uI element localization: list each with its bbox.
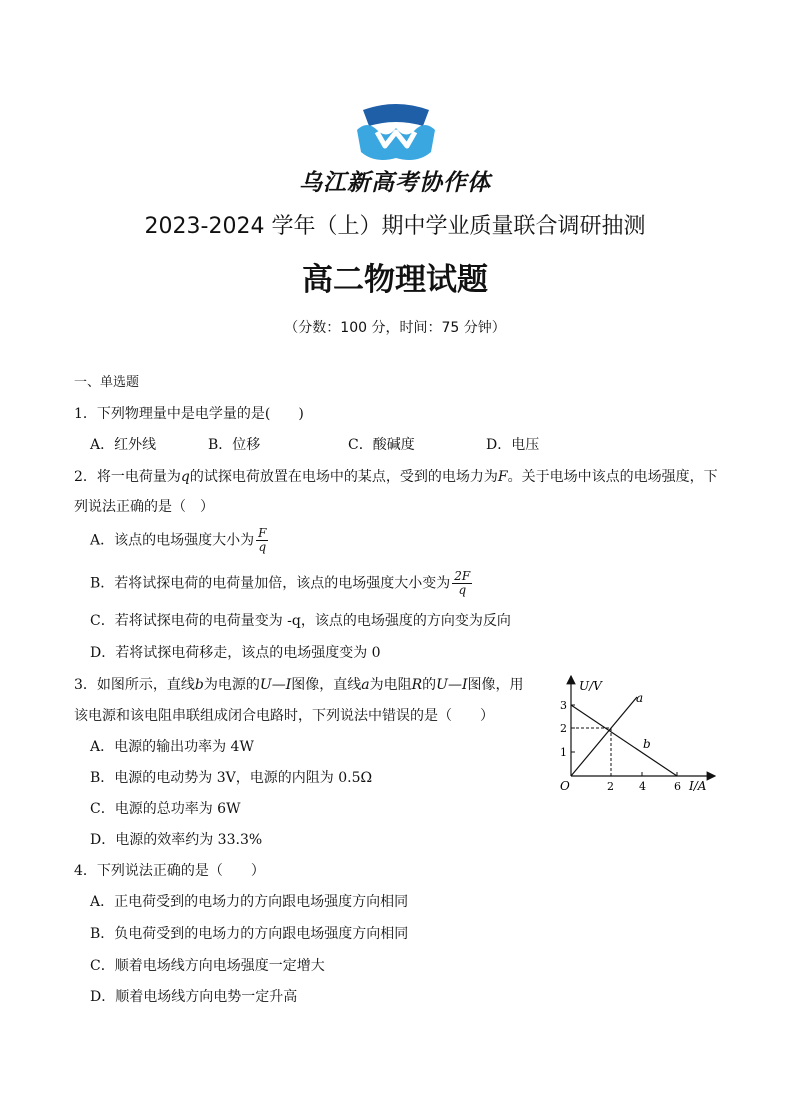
line-a bbox=[571, 697, 637, 776]
line-a-label: a bbox=[636, 691, 644, 705]
subject-title: 高二物理试题 bbox=[302, 262, 488, 298]
q2-stem-line1: 2．将一电荷量为q的试探电荷放置在电场中的某点，受到的电场力为F。关于电场中该点的电场强度，下 bbox=[74, 469, 718, 485]
q2-stem-line2: 列说法正确的是（ ） bbox=[74, 499, 214, 515]
q1-option-c: C．酸碱度 bbox=[348, 437, 415, 453]
q4-stem: 4．下列说法正确的是（ ） bbox=[74, 863, 265, 879]
ui-graph bbox=[555, 672, 725, 797]
q1-stem: 1．下列物理量中是电学量的是( ) bbox=[74, 406, 304, 422]
y-tick-3: 3 bbox=[560, 699, 567, 712]
q1-option-b: B．位移 bbox=[208, 437, 261, 453]
section-heading: 一、单选题 bbox=[74, 375, 140, 390]
x-axis-label: I/A bbox=[689, 779, 707, 793]
x-tick-6: 6 bbox=[674, 780, 681, 793]
y-tick-1: 1 bbox=[560, 746, 567, 759]
q4-option-a: A．正电荷受到的电场力的方向跟电场强度方向相同 bbox=[90, 894, 409, 910]
q3-option-c: C．电源的总功率为 6W bbox=[90, 801, 241, 817]
x-tick-2: 2 bbox=[607, 780, 614, 793]
q3-option-a: A．电源的输出功率为 4W bbox=[90, 739, 254, 755]
q2-option-b: B．若将试探电荷的电荷量加倍，该点的电场强度大小变为 $\frac{2F}{q}$ bbox=[90, 569, 471, 597]
q3-option-d: D．电源的效率约为 33.3% bbox=[90, 832, 263, 848]
q4-option-c: C．顺着电场线方向电场强度一定增大 bbox=[90, 958, 325, 974]
q2-option-d: D．若将试探电荷移走，该点的电场强度变为 0 bbox=[90, 645, 381, 661]
line-b bbox=[571, 705, 677, 776]
q2-option-c: C．若将试探电荷的电荷量变为 -q，该点的电场强度的方向变为反向 bbox=[90, 613, 511, 629]
wave-logo-icon bbox=[353, 102, 439, 164]
q3-option-b: B．电源的电动势为 3V，电源的内阻为 0.5Ω bbox=[90, 770, 373, 786]
x-tick-4: 4 bbox=[639, 780, 646, 793]
q2-option-a: A．该点的电场强度大小为 $\frac{F}{q}$ bbox=[90, 526, 267, 554]
brand-name: 乌江新高考协作体 bbox=[299, 170, 491, 196]
q4-option-b: B．负电荷受到的电场力的方向跟电场强度方向相同 bbox=[90, 926, 409, 942]
origin-label: O bbox=[560, 779, 570, 793]
fraction-2f-over-q: $\frac{2F}{q}$ bbox=[454, 569, 471, 597]
q3-stem-line1: 3．如图所示，直线b为电源的U—I图像，直线a为电阻R的U—I图像，用 bbox=[74, 677, 524, 693]
y-axis-label: U/V bbox=[579, 679, 602, 693]
y-tick-2: 2 bbox=[560, 722, 567, 735]
q1-option-a: A．红外线 bbox=[90, 437, 157, 453]
q3-stem-line2: 该电源和该电阻串联组成闭合电路时，下列说法中错误的是（ ） bbox=[74, 708, 494, 724]
exam-title: 2023-2024 学年（上）期中学业质量联合调研抽测 bbox=[144, 214, 646, 239]
line-b-label: b bbox=[643, 737, 651, 751]
exam-meta: （分数：100 分，时间：75 分钟） bbox=[284, 320, 506, 336]
q1-option-d: D．电压 bbox=[486, 437, 540, 453]
q4-option-d: D．顺着电场线方向电势一定升高 bbox=[90, 989, 298, 1005]
fraction-f-over-q: $\frac{F}{q}$ bbox=[258, 526, 267, 554]
